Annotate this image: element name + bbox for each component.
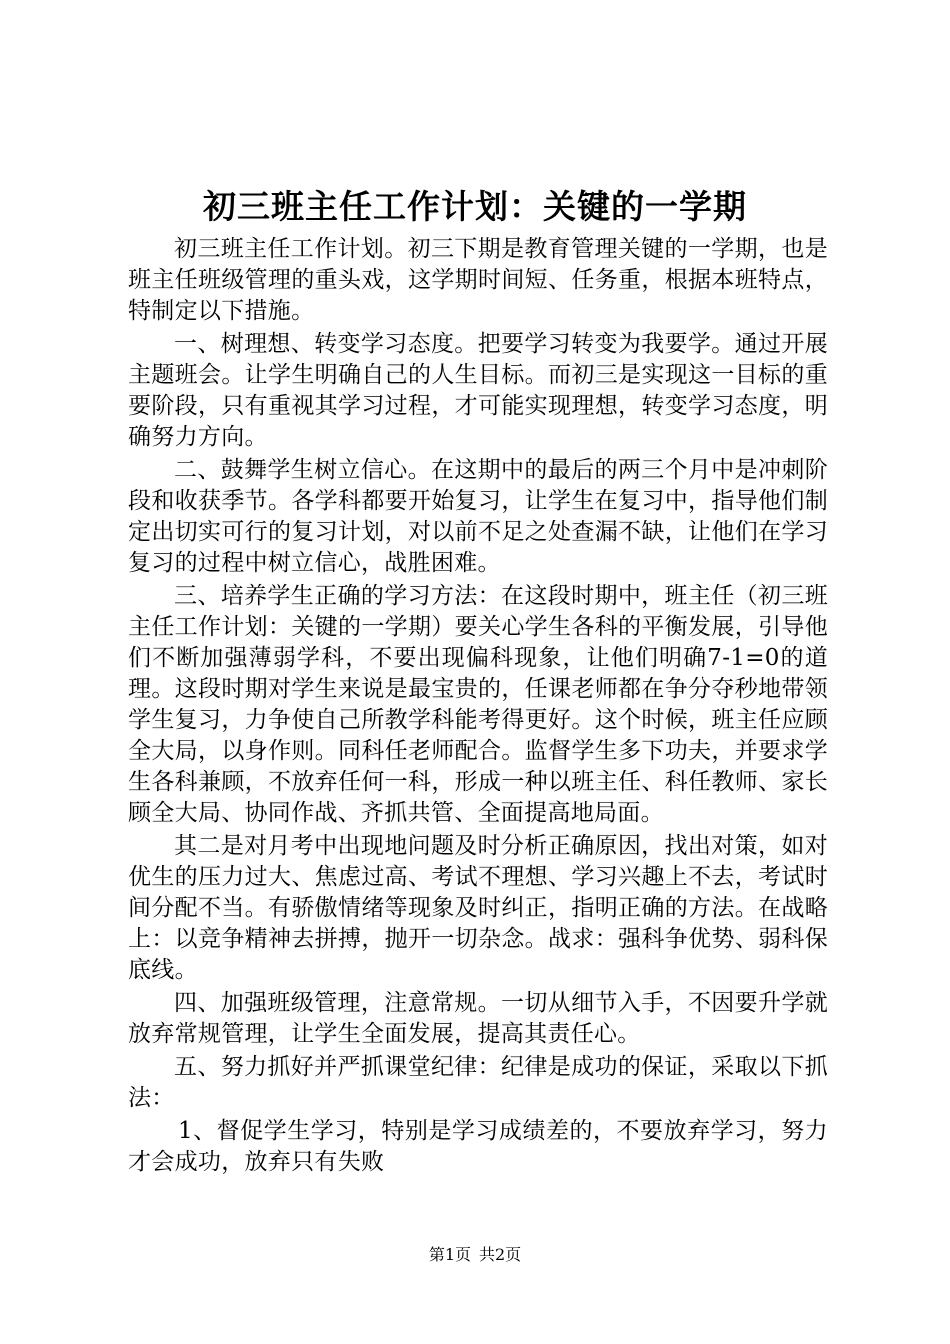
document-title: 初三班主任工作计划：关键的一学期 bbox=[203, 187, 747, 226]
document-body bbox=[128, 234, 828, 1180]
paragraph-section-4: 四、加强班级管理，注意常规。一切从细节入手，不因要升学就放弃常规管理，让学生全面发展，提高其责任心。 bbox=[128, 990, 828, 1047]
paragraph-section-3: 三、培养学生正确的学习方法：在这段时期中，班主任（初三班主任工作计划：关键的一学期）要关心学生各科的平衡发展，引导他们不断加强薄弱学科，不要出现偏科现象，让他们明确7-1=0的道理。这段时期对学生来说是最宝贵的，任课老师都在争分夺秒地带领学生复习，力争使自己所教学科能考得更好。这个时候，班主任应顾全大局，以身作则。同科任老师配合。监督学生多下功夫，并要求学生各科兼顾，不放弃任何一科，形成一种以班主任、科任教师、家长顾全大局、协同作战、齐抓共管、全面提高地局面。 bbox=[128, 583, 828, 826]
paragraph-section-3-part-2: 其二是对月考中出现地问题及时分析正确原因，找出对策，如对优生的压力过大、焦虑过高、考试不理想、学习兴趣上不去，考试时间分配不当。有骄傲情绪等现象及时纠正，指明正确的方法。在战略上：以竞争精神去拼搏，抛开一切杂念。战求：强科争优势、弱科保底线。 bbox=[128, 833, 828, 983]
paragraph-section-2: 二、鼓舞学生树立信心。在这期中的最后的两三个月中是冲刺阶段和收获季节。各学科都要开始复习，让学生在复习中，指导他们制定出切实可行的复习计划，对以前不足之处查漏不缺，让他们在学习复习的过程中树立信心，战胜困难。 bbox=[128, 457, 828, 576]
page-number: 第1页 bbox=[428, 1245, 471, 1264]
paragraph-section-1: 一、树理想、转变学习态度。把要学习转变为我要学。通过开展主题班会。让学生明确自己的人生目标。而初三是实现这一目标的重要阶段，只有重视其学习过程，才可能实现理想，转变学习态度，明确努力方向。 bbox=[128, 331, 828, 450]
page-total: 共2页 bbox=[479, 1245, 522, 1264]
paragraph-section-5-item-1: 1、督促学生学习，特别是学习成绩差的，不要放弃学习，努力才会成功，放弃只有失败 bbox=[128, 1118, 828, 1175]
paragraph-intro: 初三班主任工作计划。初三下期是教育管理关键的一学期，也是班主任班级管理的重头戏，这学期时间短、任务重，根据本班特点，特制定以下措施。 bbox=[128, 236, 828, 324]
page-footer bbox=[0, 1244, 950, 1266]
paragraph-section-5: 五、努力抓好并严抓课堂纪律：纪律是成功的保证，采取以下抓法： bbox=[128, 1054, 828, 1111]
